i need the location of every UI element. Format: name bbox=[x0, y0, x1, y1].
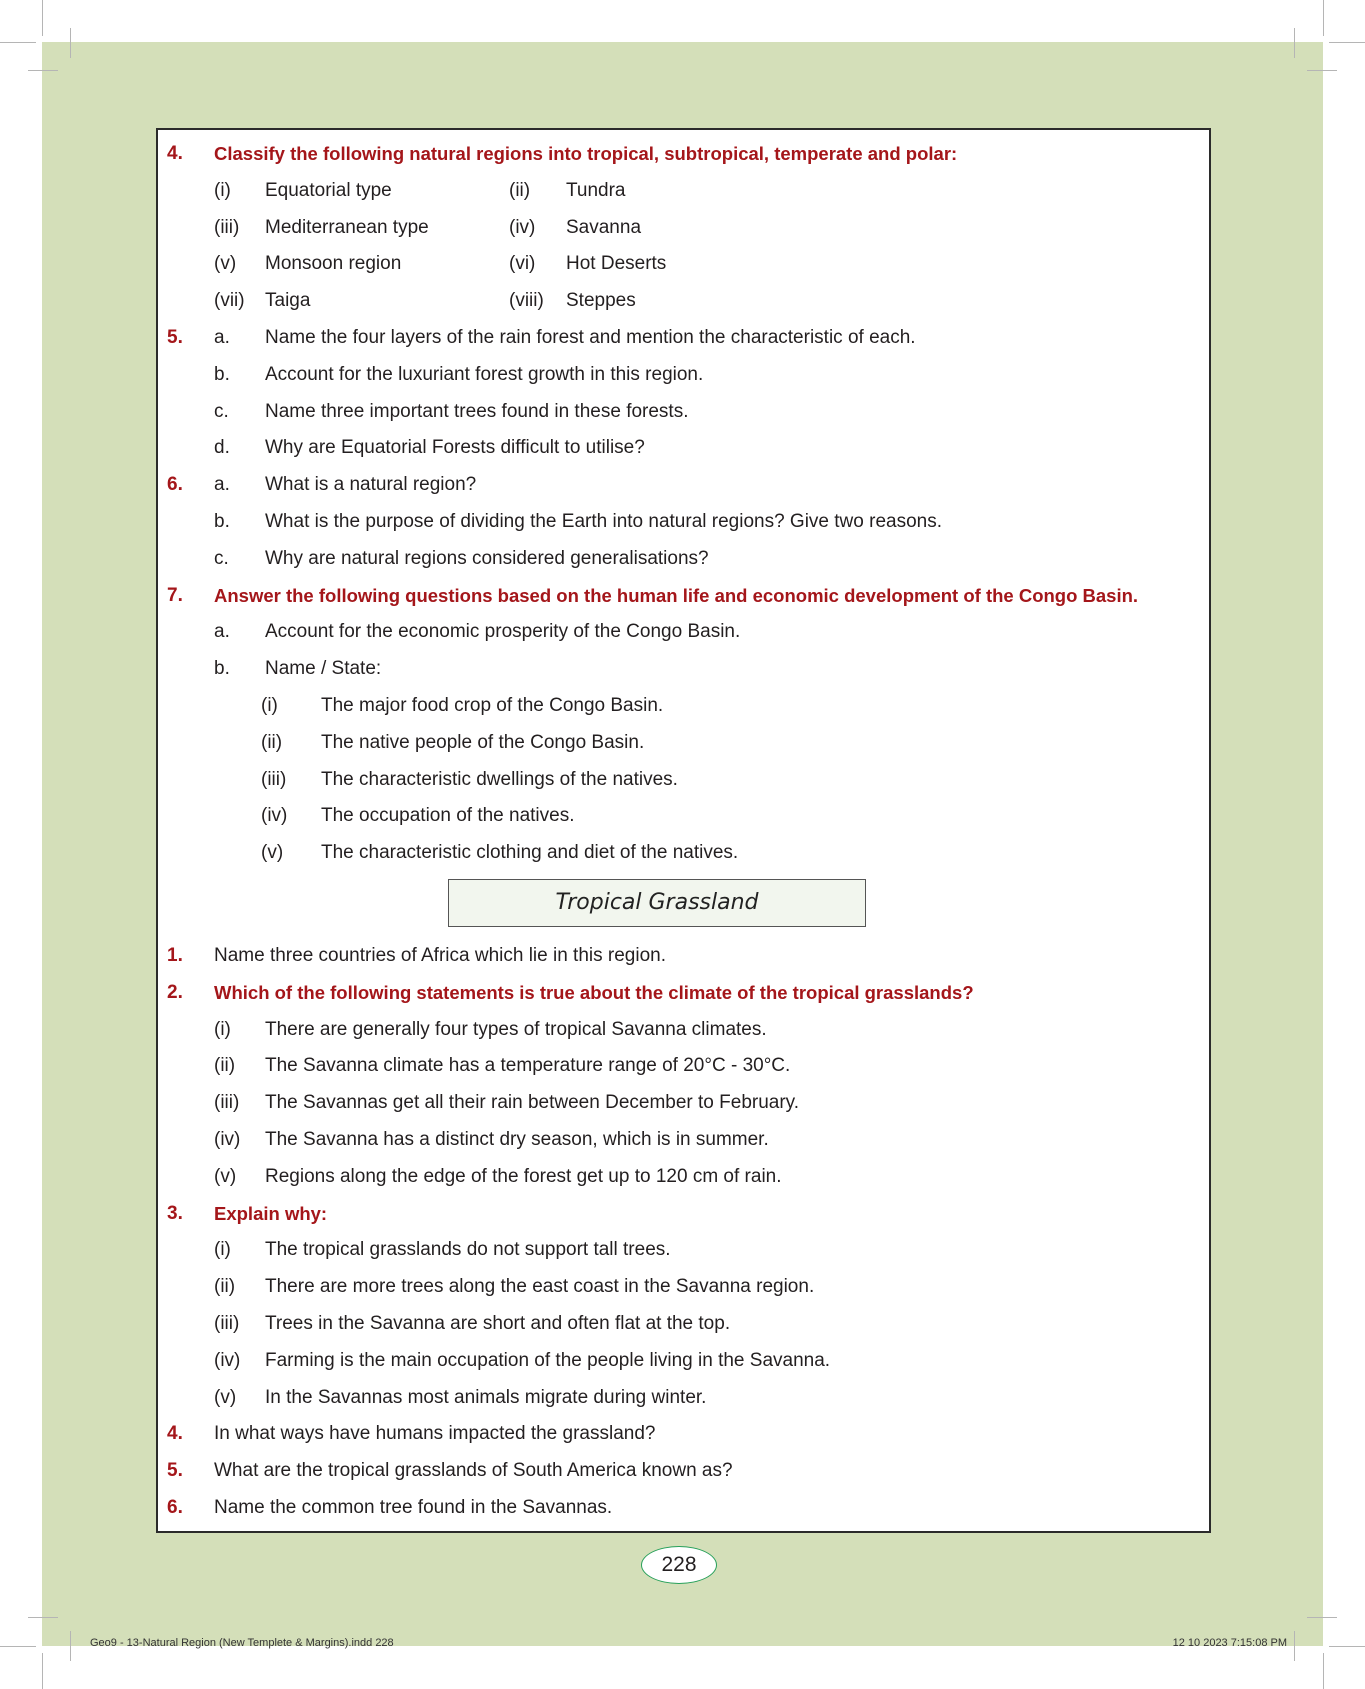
section1-row bbox=[158, 507, 1209, 537]
section1-row bbox=[158, 433, 1209, 463]
item-label: b. bbox=[214, 363, 230, 385]
item-label: (iii) bbox=[214, 1313, 240, 1334]
item-label: (vii) bbox=[214, 290, 245, 312]
section1-row bbox=[158, 360, 1209, 390]
item-text: The Savanna climate has a temperature range of 20°C - 30°C. bbox=[265, 1055, 791, 1077]
crop-mark bbox=[1294, 28, 1295, 58]
section1-row bbox=[158, 286, 1209, 316]
item-text: What is a natural region? bbox=[265, 474, 477, 496]
item-label: d. bbox=[214, 437, 230, 459]
item-text: Why are natural regions considered generalisations? bbox=[265, 547, 709, 569]
footer-filename: Geo9 - 13-Natural Region (New Templete & Margins).indd 228 bbox=[90, 1637, 394, 1649]
crop-mark bbox=[28, 70, 58, 71]
item-text: What is the purpose of dividing the Earth into natural regions? Give two reasons. bbox=[265, 511, 942, 532]
item-label: (ii) bbox=[214, 1055, 236, 1077]
section1-row bbox=[158, 176, 1209, 206]
item-text: Tundra bbox=[566, 179, 626, 201]
item-text: Steppes bbox=[566, 290, 636, 312]
subitem-label: (ii) bbox=[261, 731, 283, 753]
section-title: Tropical Grassland bbox=[448, 879, 866, 927]
item-text: The Savanna has a distinct dry season, which is in summer. bbox=[265, 1129, 769, 1150]
crop-mark bbox=[1323, 1653, 1324, 1689]
section2-row bbox=[158, 1272, 1209, 1302]
item-text: There are generally four types of tropical Savanna climates. bbox=[265, 1018, 767, 1040]
item-label: (iv) bbox=[214, 1349, 241, 1371]
item-text: Account for the luxuriant forest growth in this region. bbox=[265, 363, 704, 385]
item-label: (iii) bbox=[214, 216, 240, 238]
question-heading: Explain why: bbox=[214, 1202, 328, 1224]
section2-row bbox=[158, 1493, 1209, 1523]
item-label: (ii) bbox=[509, 179, 531, 201]
section1-row bbox=[158, 765, 1209, 795]
item-text: In the Savannas most animals migrate during winter. bbox=[265, 1386, 707, 1408]
item-text: The Savannas get all their rain between December to February. bbox=[265, 1092, 800, 1114]
item-label: (i) bbox=[214, 1018, 231, 1040]
section2-row bbox=[158, 1125, 1209, 1155]
item-text: Equatorial type bbox=[265, 179, 392, 201]
question-number: 3. bbox=[167, 1202, 183, 1224]
crop-mark bbox=[0, 42, 36, 43]
item-text: The tropical grasslands do not support tall trees. bbox=[265, 1239, 671, 1261]
item-label: (iv) bbox=[214, 1129, 241, 1150]
subitem-text: The characteristic clothing and diet of the natives. bbox=[321, 842, 739, 864]
subitem-label: (iv) bbox=[261, 805, 288, 827]
section1-row bbox=[158, 544, 1209, 574]
section2-row bbox=[158, 1088, 1209, 1118]
section1-row bbox=[158, 801, 1209, 831]
item-label: a. bbox=[214, 474, 230, 496]
question-number: 2. bbox=[167, 981, 183, 1003]
page-number: 228 bbox=[641, 1546, 717, 1584]
question-text: What are the tropical grasslands of South America known as? bbox=[214, 1460, 733, 1482]
section2-row bbox=[158, 941, 1209, 971]
item-text: Taiga bbox=[265, 290, 311, 312]
crop-mark bbox=[1307, 70, 1337, 71]
item-text: Mediterranean type bbox=[265, 216, 429, 238]
subitem-text: The native people of the Congo Basin. bbox=[321, 731, 645, 753]
question-text: Name three countries of Africa which lie in this region. bbox=[214, 945, 666, 966]
questions-frame bbox=[156, 128, 1211, 1533]
crop-mark bbox=[42, 1653, 43, 1689]
item-label: a. bbox=[214, 327, 230, 348]
section1-row bbox=[158, 249, 1209, 279]
crop-mark bbox=[1329, 42, 1365, 43]
crop-mark bbox=[70, 1631, 71, 1661]
item-text: Monsoon region bbox=[265, 253, 402, 275]
item-label: (iv) bbox=[509, 216, 536, 238]
section2-row bbox=[158, 1015, 1209, 1045]
item-label: (iii) bbox=[214, 1092, 240, 1114]
section2-row bbox=[158, 1383, 1209, 1413]
question-number: 4. bbox=[167, 1423, 183, 1445]
subitem-label: (iii) bbox=[261, 768, 287, 790]
item-text: Savanna bbox=[566, 216, 642, 238]
section2-row bbox=[158, 1309, 1209, 1339]
question-number: 6. bbox=[167, 474, 183, 496]
question-number: 5. bbox=[167, 327, 183, 348]
item-label: (v) bbox=[214, 253, 237, 275]
item-label: (ii) bbox=[214, 1276, 236, 1298]
item-text: Regions along the edge of the forest get up to 120 cm of rain. bbox=[265, 1165, 782, 1187]
crop-mark bbox=[70, 28, 71, 58]
question-number: 6. bbox=[167, 1497, 183, 1518]
item-label: (i) bbox=[214, 179, 231, 201]
section2-row bbox=[158, 978, 1209, 1008]
item-label: a. bbox=[214, 621, 230, 643]
question-heading: Classify the following natural regions into tropical, subtropical, temperate and polar: bbox=[214, 143, 958, 164]
footer-timestamp: 12 10 2023 7:15:08 PM bbox=[1172, 1637, 1287, 1649]
crop-mark bbox=[42, 0, 43, 36]
item-text: Name the four layers of the rain forest and mention the characteristic of each. bbox=[265, 327, 916, 348]
item-label: c. bbox=[214, 547, 229, 569]
item-text: Hot Deserts bbox=[566, 253, 667, 275]
item-text: Name / State: bbox=[265, 658, 382, 680]
question-heading: Which of the following statements is true about the climate of the tropical grasslands? bbox=[214, 981, 974, 1003]
crop-mark bbox=[0, 1646, 36, 1647]
question-number: 4. bbox=[167, 143, 183, 164]
item-label: (v) bbox=[214, 1386, 237, 1408]
section1-row bbox=[158, 213, 1209, 243]
item-label: c. bbox=[214, 400, 229, 422]
subitem-label: (v) bbox=[261, 842, 284, 864]
section2-row bbox=[158, 1199, 1209, 1229]
item-label: b. bbox=[214, 511, 230, 532]
question-number: 5. bbox=[167, 1460, 183, 1482]
question-number: 1. bbox=[167, 945, 183, 966]
item-label: (i) bbox=[214, 1239, 231, 1261]
item-text: Name three important trees found in these forests. bbox=[265, 400, 689, 422]
section1-row bbox=[158, 581, 1209, 611]
section1-row bbox=[158, 617, 1209, 647]
section2-row bbox=[158, 1235, 1209, 1265]
section1-row bbox=[158, 654, 1209, 684]
crop-mark bbox=[28, 1617, 58, 1618]
section2-row bbox=[158, 1456, 1209, 1486]
section1-row bbox=[158, 323, 1209, 353]
item-label: (v) bbox=[214, 1165, 237, 1187]
item-text: Why are Equatorial Forests difficult to utilise? bbox=[265, 437, 645, 459]
crop-mark bbox=[1323, 0, 1324, 36]
crop-mark bbox=[1307, 1617, 1337, 1618]
item-text: Farming is the main occupation of the people living in the Savanna. bbox=[265, 1349, 831, 1371]
item-text: There are more trees along the east coast in the Savanna region. bbox=[265, 1276, 815, 1298]
subitem-label: (i) bbox=[261, 695, 278, 716]
subitem-text: The occupation of the natives. bbox=[321, 805, 575, 827]
question-text: Name the common tree found in the Savannas. bbox=[214, 1497, 613, 1518]
crop-mark bbox=[1294, 1631, 1295, 1661]
section1-row bbox=[158, 838, 1209, 868]
question-heading: Answer the following questions based on the human life and economic development of the Congo Basin. bbox=[214, 584, 1139, 606]
section2-row bbox=[158, 1419, 1209, 1449]
section2-row bbox=[158, 1346, 1209, 1376]
section1-row bbox=[158, 470, 1209, 500]
question-number: 7. bbox=[167, 584, 183, 606]
item-text: Trees in the Savanna are short and often flat at the top. bbox=[265, 1313, 731, 1334]
item-text: Account for the economic prosperity of the Congo Basin. bbox=[265, 621, 741, 643]
section1-row bbox=[158, 397, 1209, 427]
crop-mark bbox=[1329, 1646, 1365, 1647]
item-label: (viii) bbox=[509, 290, 544, 312]
section1-row bbox=[158, 139, 1209, 169]
section1-row bbox=[158, 691, 1209, 721]
question-text: In what ways have humans impacted the grassland? bbox=[214, 1423, 656, 1445]
section2-row bbox=[158, 1051, 1209, 1081]
subitem-text: The major food crop of the Congo Basin. bbox=[321, 695, 664, 716]
subitem-text: The characteristic dwellings of the natives. bbox=[321, 768, 678, 790]
item-label: (vi) bbox=[509, 253, 536, 275]
item-label: b. bbox=[214, 658, 230, 680]
section1-row bbox=[158, 728, 1209, 758]
section2-row bbox=[158, 1162, 1209, 1192]
